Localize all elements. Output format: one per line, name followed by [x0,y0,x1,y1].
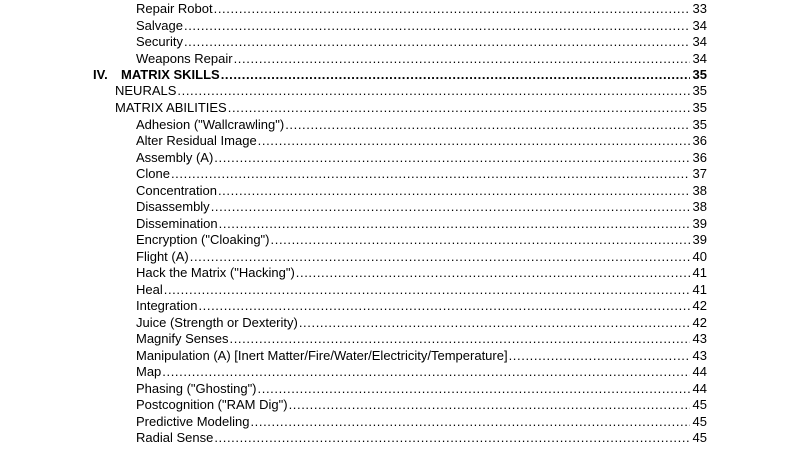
toc-entry [136,33,707,49]
dot-leader [211,199,690,214]
dot-leader [221,67,690,82]
dot-leader [214,1,690,16]
toc-entry [136,0,707,16]
toc-entry-page: 36 [692,133,707,148]
toc-entry-label: Map [136,364,162,379]
dot-leader [171,166,690,181]
toc-entry-label: Clone [136,166,170,181]
toc-entry [136,17,707,33]
toc-entry-page: 44 [692,364,707,379]
dot-leader [250,414,690,429]
toc-entry [136,149,707,165]
toc-entry-page: 35 [692,83,707,98]
toc-entry [136,347,707,363]
toc-subsection [115,82,707,98]
toc-entry [136,264,707,280]
toc-entry-label: Weapons Repair [136,51,233,66]
toc-section-label [93,67,220,82]
dot-leader [198,298,690,313]
toc-entry-page: 42 [692,315,707,330]
toc-entry [136,50,707,66]
dot-leader [271,232,690,247]
toc-entry [136,429,707,445]
toc-entry-label: Heal [136,282,163,297]
toc-entry-page: 41 [692,265,707,280]
dot-leader [285,117,690,132]
toc-entry-page: 45 [692,414,707,429]
toc-entry-label: Hack the Matrix ("Hacking") [136,265,295,280]
toc-entry [136,165,707,181]
dot-leader [234,51,690,66]
toc-entry [136,231,707,247]
toc-entry-label: Postcognition ("RAM Dig") [136,397,288,412]
dot-leader [214,150,690,165]
toc-entry [136,198,707,214]
toc-entry-label: Dissemination [136,216,218,231]
toc-section-title: MATRIX SKILLS [121,67,220,82]
dot-leader [258,381,690,396]
dot-leader [164,282,690,297]
toc-entry [136,413,707,429]
toc-entry-label: Disassembly [136,199,210,214]
toc-entry [136,297,707,313]
toc-entry [136,363,707,379]
toc-entry-page: 43 [692,331,707,346]
dot-leader [296,265,690,280]
toc-entry-page: 33 [692,1,707,16]
toc-entry-label: Manipulation (A) [Inert Matter/Fire/Water/Electricity/Temperature] [136,348,508,363]
toc-entry-label: Encryption ("Cloaking") [136,232,270,247]
toc-entry-label: Juice (Strength or Dexterity) [136,315,298,330]
toc-entry-page: 43 [692,348,707,363]
dot-leader [162,364,690,379]
toc-entry-page: 39 [692,232,707,247]
toc-entry-page: 39 [692,216,707,231]
toc-entry-page: 42 [692,298,707,313]
toc-entry-label: Repair Robot [136,1,213,16]
toc-entry [136,281,707,297]
toc-entry-label: Security [136,34,183,49]
dot-leader [214,430,690,445]
dot-leader [190,249,690,264]
toc-entry [136,314,707,330]
toc-entry-label: Integration [136,298,198,313]
toc-section-heading [93,66,707,82]
dot-leader [218,183,690,198]
toc-entry-label: Magnify Senses [136,331,229,346]
toc-entry-page: 35 [692,117,707,132]
toc-entry [136,182,707,198]
toc-entry-page: 44 [692,381,707,396]
toc-entry-page: 36 [692,150,707,165]
toc-entry-page: 41 [692,282,707,297]
toc-entry-label: Concentration [136,183,217,198]
toc-entry [136,215,707,231]
dot-leader [184,34,690,49]
toc-entry-label: NEURALS [115,83,177,98]
dot-leader [258,133,690,148]
dot-leader [184,18,690,33]
toc-entry-label: Assembly (A) [136,150,214,165]
toc-entry-page: 34 [692,18,707,33]
dot-leader [228,100,690,115]
toc-entry [136,396,707,412]
toc-entry-label: Adhesion ("Wallcrawling") [136,117,285,132]
dot-leader [230,331,691,346]
toc-entry [136,116,707,132]
toc-entry-label: Salvage [136,18,183,33]
dot-leader [177,83,690,98]
toc-subsection [115,99,707,115]
toc-entry-page: 38 [692,199,707,214]
toc-entry-label: Alter Residual Image [136,133,257,148]
dot-leader [509,348,690,363]
toc-entry-page: 45 [692,430,707,445]
toc-entry [136,248,707,264]
toc-entry-label: Flight (A) [136,249,189,264]
toc-entry-label: MATRIX ABILITIES [115,100,227,115]
toc-entry-label: Predictive Modeling [136,414,250,429]
toc-entry-page: 35 [692,67,707,82]
toc-entry-label: Radial Sense [136,430,214,445]
toc-entry-page: 45 [692,397,707,412]
toc-entry [136,330,707,346]
dot-leader [219,216,690,231]
dot-leader [299,315,690,330]
toc-entry-page: 34 [692,51,707,66]
toc-entry [136,380,707,396]
toc-entry-page: 38 [692,183,707,198]
toc-entry [136,132,707,148]
toc-entry-page: 40 [692,249,707,264]
toc-entry-page: 35 [692,100,707,115]
dot-leader [289,397,690,412]
toc-entry-label: Phasing ("Ghosting") [136,381,257,396]
toc-entry-page: 34 [692,34,707,49]
toc-entry-page: 37 [692,166,707,181]
toc-section-number: IV. [93,67,108,82]
